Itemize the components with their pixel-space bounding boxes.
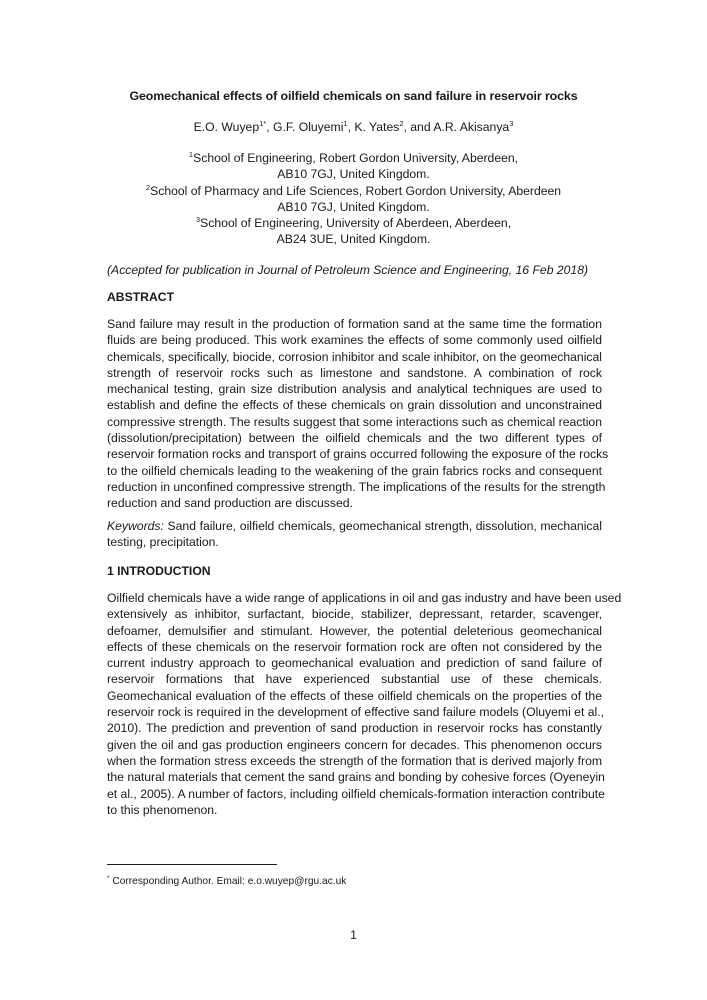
author-name: A.R. Akisanya xyxy=(433,120,510,134)
introduction-heading: 1 INTRODUCTION xyxy=(107,564,211,578)
abstract-line: Sand failure may result in the production of formation sand at the same time the formation xyxy=(107,317,602,331)
author-name: E.O. Wuyep xyxy=(193,120,260,134)
abstract-line: compressive strength. The results suggest that some interactions such as chemical reaction xyxy=(107,414,602,429)
author-separator: , and xyxy=(403,120,434,134)
author-affiliation-mark: 2 xyxy=(399,119,404,128)
abstract-line: reduction in unconfined compressive strength. The implications of the results for the strength xyxy=(107,479,606,494)
affiliation-mark: 1 xyxy=(188,150,194,159)
author-separator: , xyxy=(266,120,273,134)
affiliation-line xyxy=(0,150,707,166)
introduction-line: Oilfield chemicals have a wide range of applications in oil and gas industry and have been used xyxy=(107,591,622,605)
abstract-line: mechanical testing, grain size distribution analysis and analytical techniques are used to xyxy=(107,382,602,397)
abstract-line: reservoir formation rocks and transport of grains occurred following the exposure of the rocks xyxy=(107,447,609,462)
introduction-line: extensively as inhibitor, surfactant, biocide, stabilizer, depressant, retarder, scavenger, xyxy=(107,607,602,622)
author-separator: , xyxy=(347,120,355,134)
affiliation-line xyxy=(0,183,707,199)
introduction-line: reservoir formations that have experienced substantial use of these chemicals. xyxy=(107,672,602,687)
introduction-line: defoamer, demulsifier and stimulant. However, the potential deleterious geomechanical xyxy=(107,623,602,638)
abstract-line: reduction and sand production are discussed. xyxy=(107,496,353,511)
footnote-mark: * xyxy=(107,875,110,882)
footnote-divider xyxy=(107,864,277,865)
introduction-body xyxy=(107,590,622,818)
introduction-line: given the oil and gas production engineers concern for decades. This phenomenon occurs xyxy=(107,737,602,752)
abstract-line: strength of reservoir rocks such as limestone and sandstone. A combination of rock xyxy=(107,365,602,380)
author-list xyxy=(0,120,707,134)
keywords-text: Sand failure, oilfield chemicals, geomechanical strength, dissolution, mechanical xyxy=(163,519,602,533)
introduction-line: reservoir rock is required in the development of effective sand failure models (Oluyemi et al., xyxy=(107,705,604,720)
affiliation-list xyxy=(0,150,707,248)
keywords-line xyxy=(107,518,602,534)
abstract-line: fluids are being produced. This work examines the effects of some commonly used oilfield xyxy=(107,333,602,348)
page-number: 1 xyxy=(350,928,357,942)
keywords-block xyxy=(107,518,602,551)
introduction-line: when the formation stress exceeds the strength of the formation that is derived majorly from xyxy=(107,753,602,768)
keywords-label: Keywords: xyxy=(107,519,164,533)
affiliation-text: School of Engineering, Robert Gordon University, Aberdeen, xyxy=(193,151,519,165)
introduction-line: the natural materials that cement the sand grains and bonding by cohesive forces (Oyeneyin xyxy=(107,770,605,785)
introduction-line: 2010). The prediction and prevention of sand production in reservoir rocks has constantly xyxy=(107,721,602,736)
introduction-line: current industry approach to geomechanical evaluation and prediction of sand failure of xyxy=(107,656,602,671)
keywords-line: testing, precipitation. xyxy=(107,535,219,550)
abstract-body xyxy=(107,316,609,512)
abstract-line: to the oilfield chemicals leading to the weakening of the grain fabrics rocks and consequent xyxy=(107,463,602,478)
abstract-line: chemicals, specifically, biocide, corrosion inhibitor and scale inhibitor, on the geomechanical xyxy=(107,349,602,364)
author-name: G.F. Oluyemi xyxy=(272,120,344,134)
acceptance-note: (Accepted for publication in Journal of Petroleum Science and Engineering, 16 Feb 2018) xyxy=(107,263,589,277)
affiliation-mark: 3 xyxy=(195,215,201,225)
author-name: K. Yates xyxy=(354,120,400,134)
author-affiliation-mark: 3 xyxy=(509,119,514,128)
footnote xyxy=(107,876,346,887)
affiliation-line: AB10 7GJ, United Kingdom. xyxy=(277,199,430,214)
paper-title: Geomechanical effects of oilfield chemicals on sand failure in reservoir rocks xyxy=(129,89,578,103)
affiliation-line xyxy=(0,215,707,231)
introduction-line: Geomechanical evaluation of the effects of these oilfield chemicals on the properties of the xyxy=(107,688,602,703)
abstract-line: (dissolution/precipitation) between the oilfield chemicals and the two different types of xyxy=(107,431,602,446)
abstract-heading: ABSTRACT xyxy=(107,290,175,304)
abstract-line: establish and define the effects of these chemicals on grain dissolution and unconstrained xyxy=(107,398,602,413)
introduction-line: et al., 2005). A number of factors, including oilfield chemicals-formation interaction contribute xyxy=(107,786,605,801)
introduction-line: effects of these chemicals on the reservoir formation rock are often not considered by the xyxy=(107,639,602,654)
affiliation-text: School of Engineering, University of Aberdeen, Aberdeen, xyxy=(200,216,512,231)
affiliation-line: AB24 3UE, United Kingdom. xyxy=(276,232,431,247)
author-affiliation-mark: 1 xyxy=(343,119,348,128)
affiliation-text: School of Pharmacy and Life Sciences, Robert Gordon University, Aberdeen xyxy=(150,183,562,198)
affiliation-line: AB10 7GJ, United Kingdom. xyxy=(277,167,430,182)
footnote-text: Corresponding Author. Email: e.o.wuyep@rgu.ac.uk xyxy=(109,876,347,887)
affiliation-mark: 2 xyxy=(145,182,151,192)
introduction-line: to this phenomenon. xyxy=(107,802,218,817)
author-affiliation-mark: 1* xyxy=(259,119,267,128)
